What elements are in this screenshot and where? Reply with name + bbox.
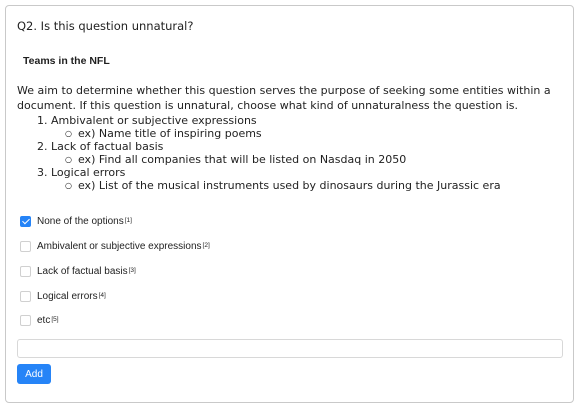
checkbox[interactable] xyxy=(20,216,31,227)
circle-bullet-icon: ○ xyxy=(65,154,72,164)
add-button[interactable]: Add xyxy=(17,364,51,384)
option-label: Ambivalent or subjective expressions xyxy=(37,240,202,252)
target-question-text: Teams in the NFL xyxy=(23,55,110,67)
checkbox[interactable] xyxy=(20,241,31,252)
option-label: None of the options xyxy=(37,215,124,227)
option-ref: [3] xyxy=(128,266,136,274)
option-label: Lack of factual basis xyxy=(37,265,128,277)
option-logical-errors[interactable] xyxy=(20,289,106,303)
option-label: Logical errors xyxy=(37,290,98,302)
option-ref: [5] xyxy=(51,315,59,323)
criteria-item-ambivalent: 1. Ambivalent or subjective expressions xyxy=(37,114,257,127)
option-ambivalent[interactable] xyxy=(20,239,210,253)
criteria-example: ○ ex) Find all companies that will be listed on Nasdaq in 2050 xyxy=(65,152,407,166)
option-ref: [4] xyxy=(98,291,106,299)
option-label: etc xyxy=(37,314,51,326)
circle-bullet-icon: ○ xyxy=(65,128,72,138)
option-ref: [1] xyxy=(124,216,132,224)
criteria-item-factual: 2. Lack of factual basis xyxy=(37,140,164,153)
checkbox[interactable] xyxy=(20,315,31,326)
question-title: Q2. Is this question unnatural? xyxy=(17,19,194,33)
option-ref: [2] xyxy=(202,241,210,249)
criteria-list xyxy=(37,115,501,193)
criteria-item-logical: 3. Logical errors xyxy=(37,166,126,179)
option-lack-of-factual-basis[interactable] xyxy=(20,264,136,278)
circle-bullet-icon: ○ xyxy=(65,180,72,190)
checkbox[interactable] xyxy=(20,266,31,277)
option-etc[interactable] xyxy=(20,313,59,327)
checkbox[interactable] xyxy=(20,291,31,302)
criteria-example: ○ ex) Name title of inspiring poems xyxy=(65,126,262,140)
other-text-input[interactable] xyxy=(17,339,563,358)
instruction-text: We aim to determine whether this question serves the purpose of seeking some entities within a document. If this question is unnatural, choose what kind of unnaturalness the question is. xyxy=(17,84,551,112)
criteria-example: ○ ex) List of the musical instruments used by dinosaurs during the Jurassic era xyxy=(65,178,501,192)
option-none[interactable] xyxy=(20,214,132,228)
